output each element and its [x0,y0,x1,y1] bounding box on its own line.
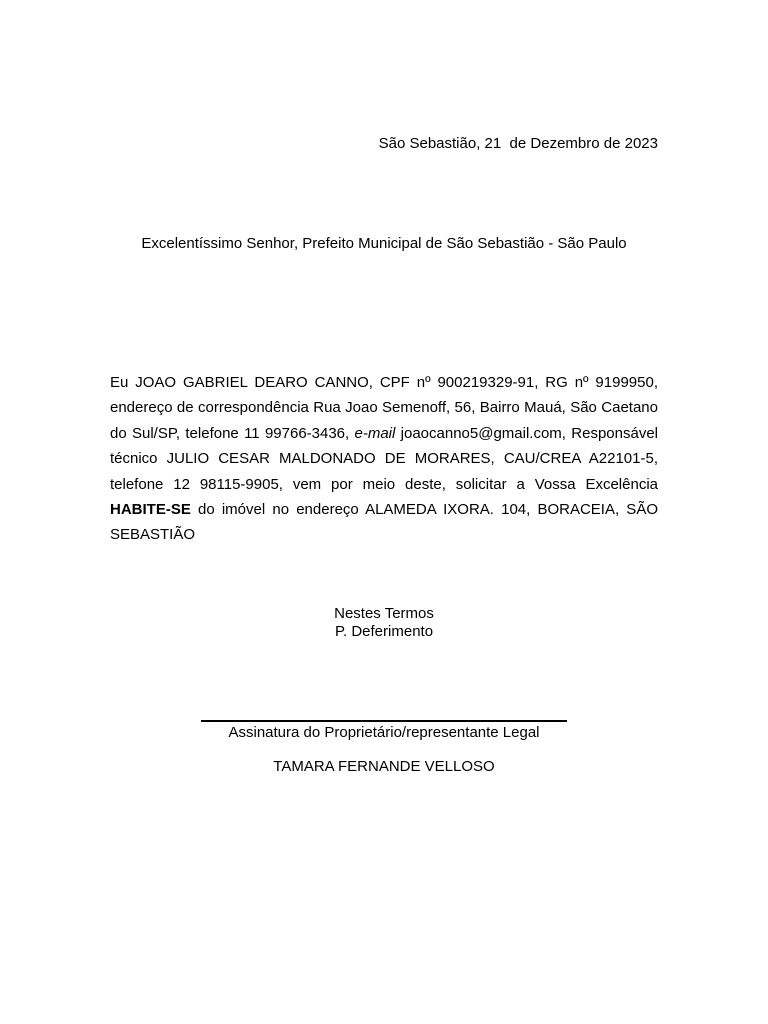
body-text-part-1: Eu JOAO GABRIEL DEARO CANNO, CPF nº 900219329-91, RG nº 9199950, endereço de correspondência Rua Joao Semenoff, 56, Bairro Mauá, São Caetano do Sul/SP, telefone 11 99766-3436, [110,374,658,442]
closing-block [0,605,768,641]
signature-label: Assinatura do Proprietário/representante Legal [228,724,540,741]
addressee-line: Excelentíssimo Senhor, Prefeito Municipal de São Sebastião - São Paulo [141,235,627,252]
body-text-part-2: joaocanno5@gmail.com, Responsável técnico JULIO CESAR MALDONADO DE MORARES, CAU/CREA A22101-5, telefone 12 98115-9905, vem por meio deste, solicitar a Vossa Excelência [110,424,658,493]
signatory-name: TAMARA FERNANDE VELLOSO [273,758,495,775]
email-label: e-mail [354,424,396,442]
request-type-bold: HABITE-SE [110,501,191,519]
body-text-part-3: do imóvel no endereço ALAMEDA IXORA. 104, BORACEIA, SÃO SEBASTIÃO [110,501,658,544]
closing-line-2: P. Deferimento [334,623,434,640]
closing-line-1: Nestes Termos [334,605,434,622]
request-body-paragraph [110,370,658,548]
signature-line [201,720,567,722]
date-line: São Sebastião, 21 de Dezembro de 2023 [378,135,658,152]
